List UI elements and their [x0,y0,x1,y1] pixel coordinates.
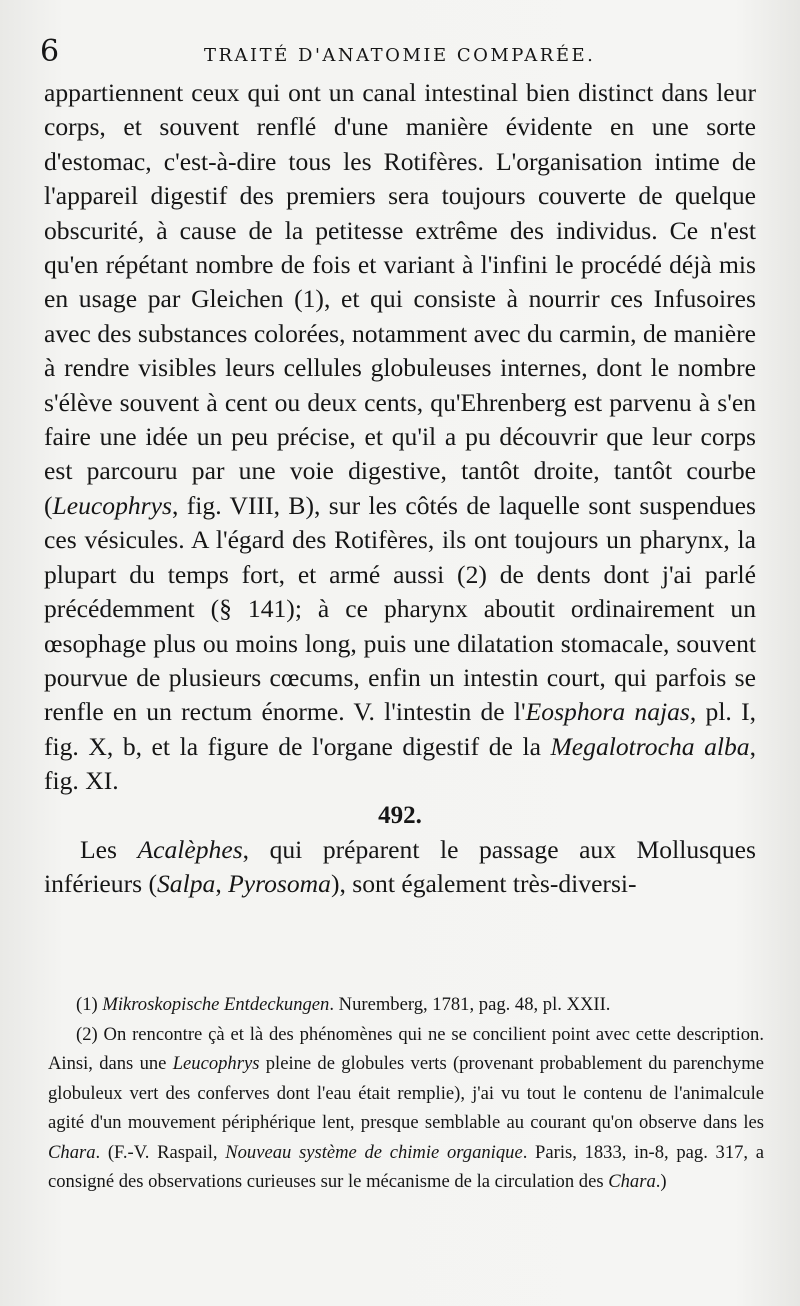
footnote-2 [48,1020,764,1197]
cited-work: Mikroskopische Entdeckungen [102,994,330,1015]
page-number: 6 [40,34,60,69]
running-title: TRAITÉ D'ANATOMIE COMPARÉE. [204,45,596,66]
text-run: , qui préparent le passage aux Mollusques inférieurs ( [44,834,756,898]
main-text [44,76,756,901]
text-run: . Paris, 1833, in-8, pag. 317, a consigné des observations curieuses sur le mécanisme de la circulation des [48,1141,764,1192]
section-number: 492. [378,801,422,829]
text-run: , pl. I, fig. X, b, et la figure de l'organe digestif de la [44,697,756,761]
taxon-name: Chara [48,1141,96,1163]
footnotes [48,990,764,1197]
taxon-name: Acalèphes [137,834,243,864]
text-run: . Nuremberg, 1781, pag. 48, pl. XXII. [329,994,611,1015]
text-run: , fig. XI. [44,731,756,796]
taxon-name: Leucophrys [172,1053,260,1074]
taxon-name: Chara [608,1171,656,1192]
text-run: ), sont également très-diversi- [330,868,637,898]
text-run: , [215,868,229,898]
paragraph-acalephes [44,833,756,902]
text-run: . (F.-V. Raspail, [95,1141,226,1163]
text-run: pleine de globules verts (provenant probablement du parenchyme globuleux vert des conferves dont l'eau était remplie), j'ai vu tout le contenu de l'animalcule agité d'un mouvement périphérique lent, presque semblable au courant qu'on observe dans les [48,1053,764,1133]
text-run: Les [80,834,138,864]
page-header [36,34,776,74]
taxon-name: Pyrosoma [228,868,331,898]
footnote-mark: (1) [76,994,103,1015]
taxon-name: Eosphora najas [525,697,690,727]
cited-work: Nouveau système de chimie organique [225,1141,523,1163]
text-run: .) [655,1171,667,1192]
taxon-name: Leucophrys [52,490,172,520]
text-run: , fig. VIII, B), sur les côtés de laquelle sont suspendues ces vésicules. A l'égard des Rotifères, ils ont toujours un pharynx, la plupart du temps fort, et armé aussi (2) de dents dont j'ai parlé précédemment (§ 141); à ce pharynx aboutit ordinairement un œsophage plus ou moins long, puis une dilatation stomacale, souvent pourvue de plusieurs cœcums, enfin un intestin court, qui parfois se renfle en un rectum énorme. V. l'intestin de l' [44,490,756,727]
taxon-name: Salpa [157,868,216,898]
taxon-name: Megalotrocha alba [550,731,750,761]
footnote-1 [48,990,764,1020]
paragraph-continued [44,76,756,799]
text-run: appartiennent ceux qui ont un canal intestinal bien distinct dans leur corps, et souvent renflé d'une manière évidente en une sorte d'estomac, c'est-à-dire tous les Rotifères. L'organisation intime de l'appareil digestif des premiers sera toujours couverte de quelque obscurité, à cause de la petitesse extrême des individus. Ce n'est qu'en répétant nombre de fois et variant à l'infini le procédé déjà mis en usage par Gleichen (1), et qui consiste à nourrir ces Infusoires avec des substances colorées, notamment avec du carmin, de manière à rendre visibles leurs cellules globuleuses internes, dont le nombre s'élève souvent à cent ou deux cents, qu'Ehrenberg est parvenu à s'en faire une idée un peu précise, et qu'il a pu découvrir que leur corps est parcouru par une voie digestive, tantôt droite, tantôt courbe ( [44,78,756,520]
text-run: (2) On rencontre çà et là des phénomènes qui ne se concilient point avec cette description. Ainsi, dans une [48,1023,764,1074]
